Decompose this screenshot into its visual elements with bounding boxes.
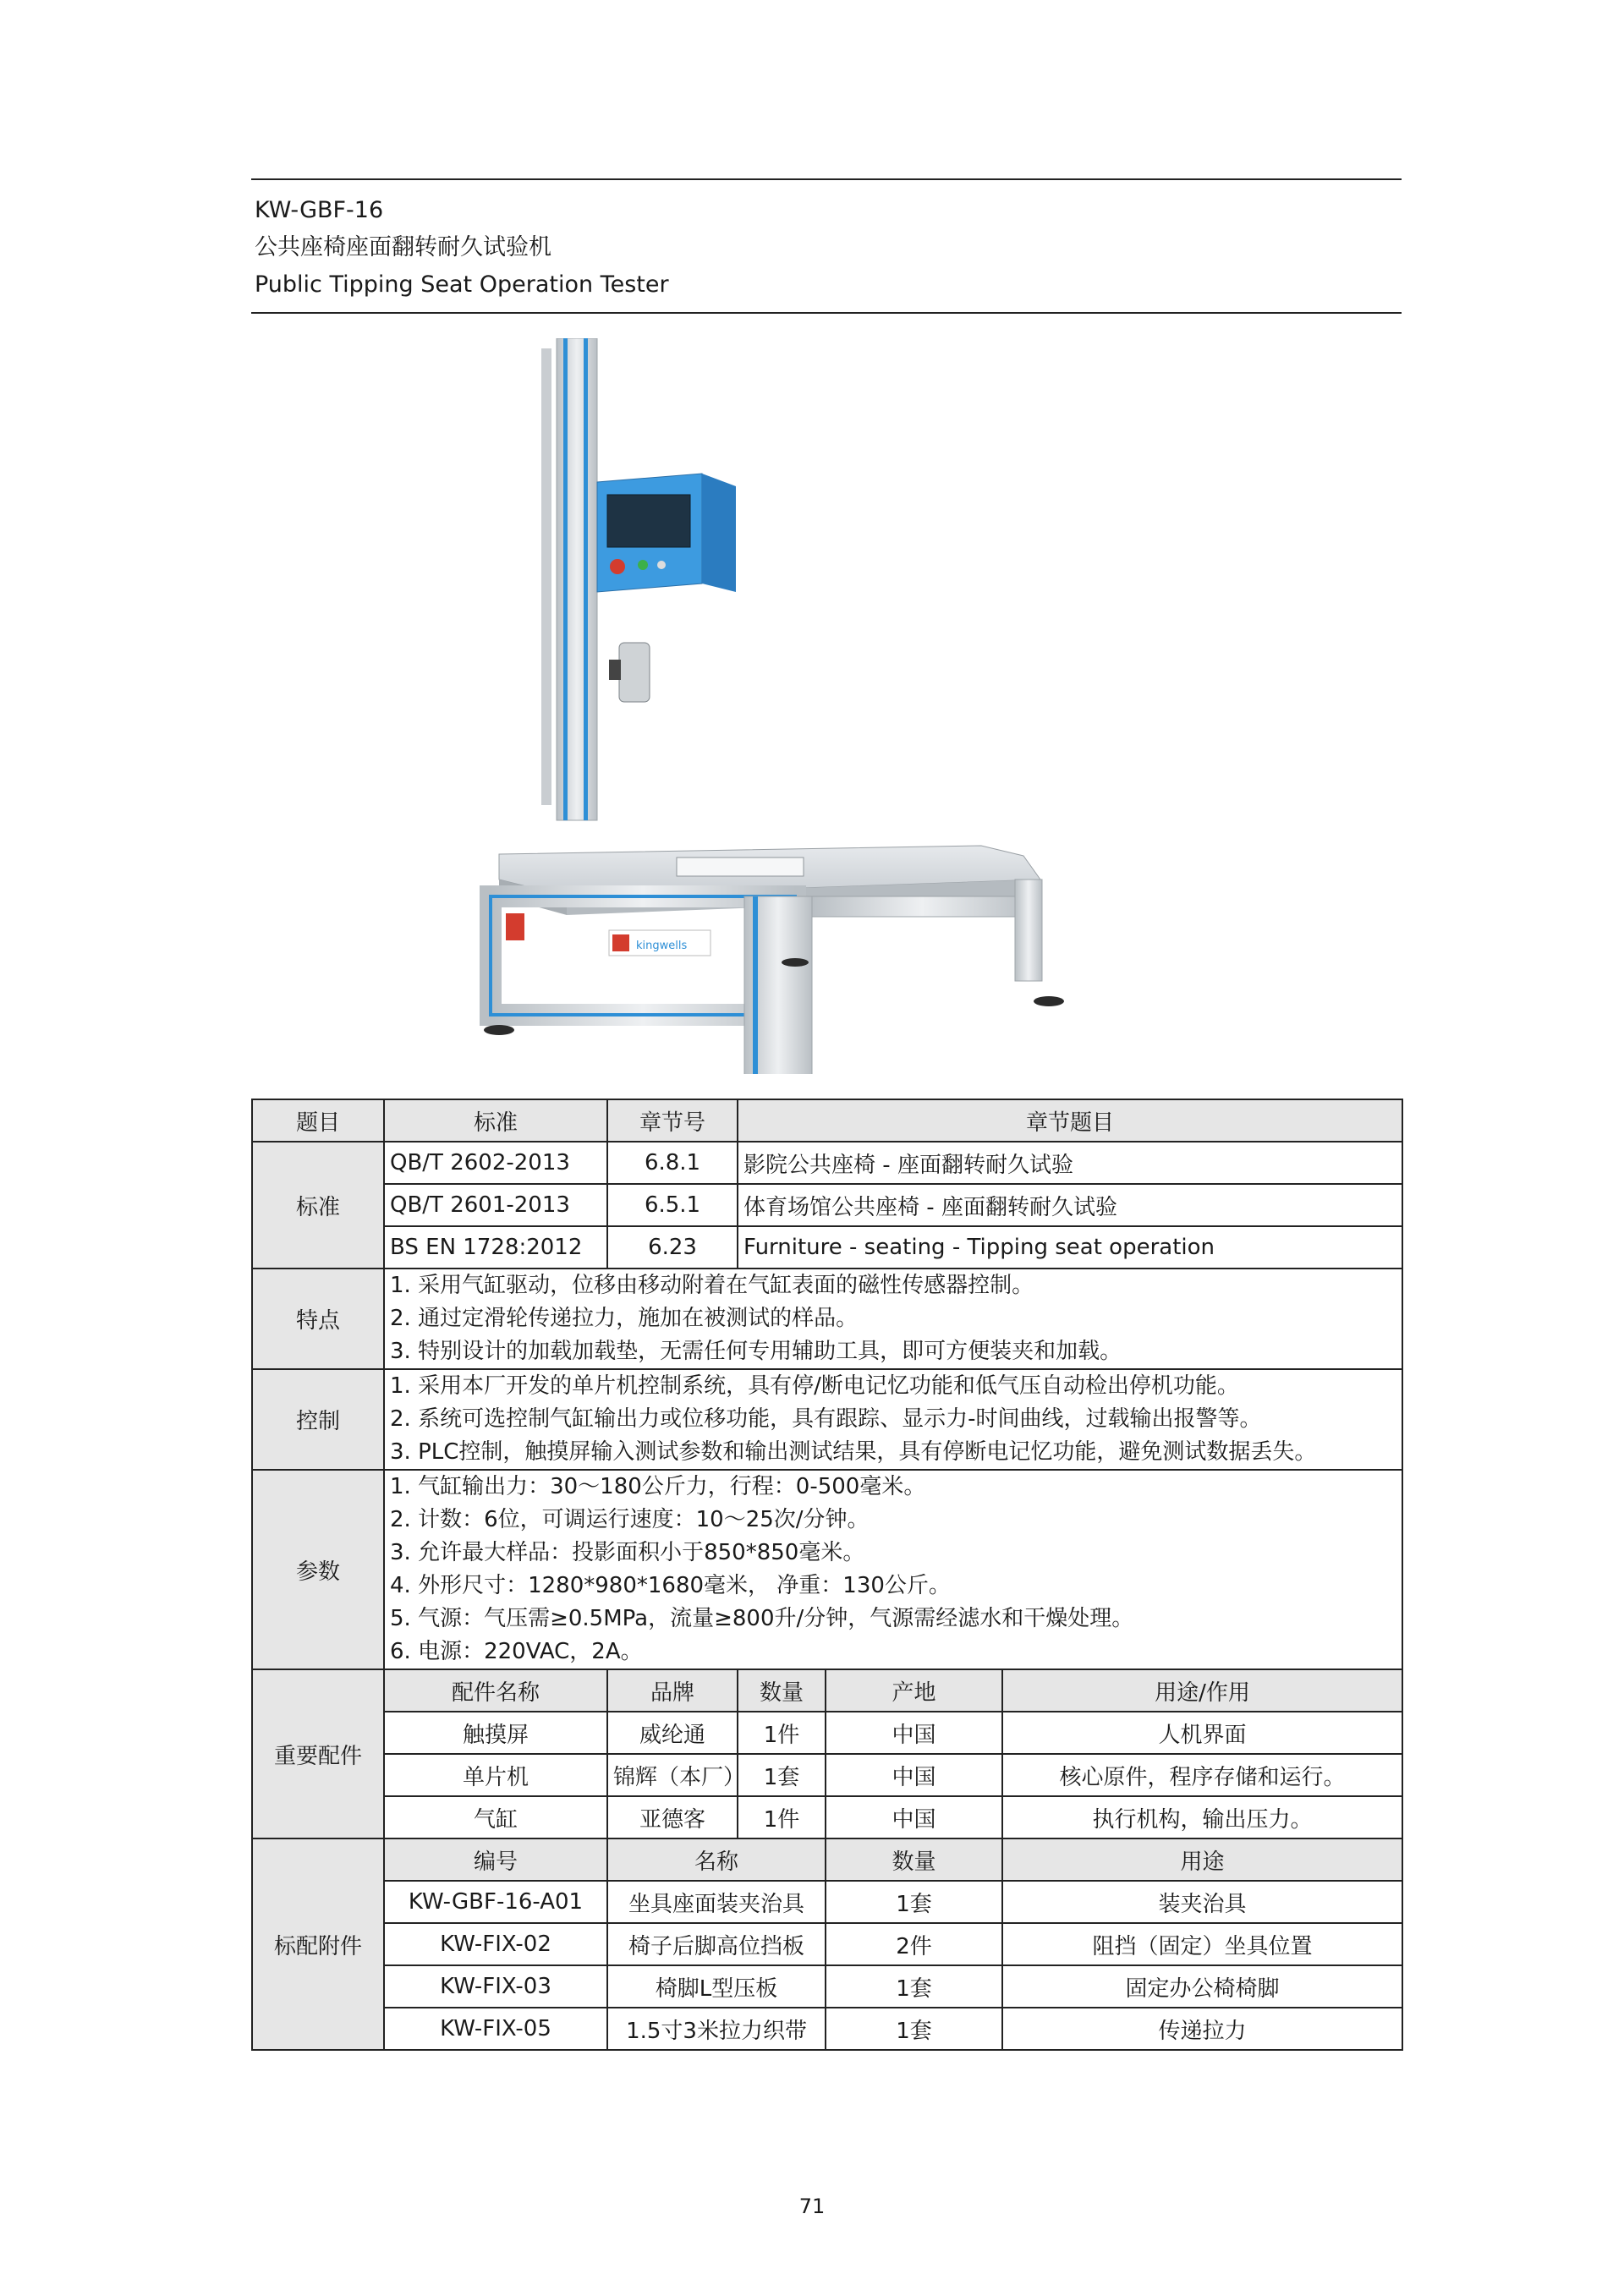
features-row (252, 1269, 1402, 1369)
accessory-code: KW-FIX-03 (384, 1965, 607, 2008)
part-qty: 1件 (738, 1712, 826, 1754)
foot-rear-left (782, 958, 809, 967)
part-qty: 1套 (738, 1754, 826, 1796)
parts-col-brand: 品牌 (607, 1669, 738, 1712)
accessory-purpose: 装夹治具 (1002, 1881, 1402, 1923)
part-origin: 中国 (826, 1796, 1002, 1838)
accessory-name: 椅子后脚高位挡板 (607, 1923, 826, 1965)
accessory-qty: 1套 (826, 1881, 1002, 1923)
control-row (252, 1369, 1402, 1470)
control-line: 2. 系统可选控制气缸输出力或位移功能，具有跟踪、显示力-时间曲线，过载输出报警等。 (390, 1406, 1262, 1432)
standard-code: QB/T 2602-2013 (384, 1142, 607, 1184)
header-clause-title: 章节题目 (738, 1099, 1402, 1142)
accessory-purpose: 阻挡（固定）坐具位置 (1002, 1923, 1402, 1965)
clause-number: 6.8.1 (607, 1142, 738, 1184)
clause-number: 6.5.1 (607, 1184, 738, 1226)
parts-col-qty: 数量 (738, 1669, 826, 1712)
table-header-row (252, 1099, 1402, 1142)
label-logo-icon (612, 934, 629, 951)
parts-row (252, 1712, 1402, 1754)
accessories-header-row (252, 1838, 1402, 1881)
tester-machine-illustration (440, 338, 1108, 1074)
header-standard: 标准 (384, 1099, 607, 1142)
switch-icon (657, 561, 666, 569)
accessory-name: 椅脚L型压板 (607, 1965, 826, 2008)
title-chinese: 公共座椅座面翻转耐久试验机 (255, 234, 551, 260)
parts-header-row (252, 1669, 1402, 1712)
standard-code: BS EN 1728:2012 (384, 1226, 607, 1269)
part-name: 单片机 (384, 1754, 607, 1796)
foot-front-left (484, 1025, 514, 1035)
param-line: 4. 外形尺寸：1280*980*1680毫米， 净重：130公斤。 (390, 1573, 951, 1598)
accessory-row (252, 1965, 1402, 2008)
parts-row (252, 1754, 1402, 1796)
clause-title: Furniture - seating - Tipping seat operation (738, 1226, 1402, 1269)
foot-rear-right (1034, 996, 1064, 1006)
param-line: 6. 电源：220VAC，2A。 (390, 1639, 643, 1664)
start-button-icon (638, 560, 648, 570)
category-params: 参数 (252, 1470, 384, 1669)
clause-title: 影院公共座椅 - 座面翻转耐久试验 (738, 1142, 1402, 1184)
air-filter-regulator (619, 643, 650, 702)
title-english: Public Tipping Seat Operation Tester (255, 271, 669, 298)
category-features: 特点 (252, 1269, 384, 1369)
params-text (384, 1470, 1402, 1669)
control-box-front (702, 474, 736, 592)
part-name: 气缸 (384, 1796, 607, 1838)
emergency-stop-icon (610, 559, 625, 574)
accessory-row (252, 2008, 1402, 2050)
part-origin: 中国 (826, 1712, 1002, 1754)
category-accessories: 标配附件 (252, 1838, 384, 2050)
part-origin: 中国 (826, 1754, 1002, 1796)
header-bottom-rule (251, 312, 1402, 314)
parts-col-name: 配件名称 (384, 1669, 607, 1712)
param-line: 2. 计数：6位，可调运行速度：10～25次/分钟。 (390, 1507, 870, 1532)
product-photo (440, 338, 1108, 1074)
standard-row (252, 1226, 1402, 1269)
param-line: 5. 气源：气压需≥0.5MPa，流量≥800升/分钟，气源需经滤水和干燥处理。 (390, 1606, 1134, 1631)
accessory-name: 1.5寸3米拉力织带 (607, 2008, 826, 2050)
feature-line: 2. 通过定滑轮传递拉力，施加在被测试的样品。 (390, 1306, 859, 1331)
part-qty: 1件 (738, 1796, 826, 1838)
rear-post (1015, 879, 1042, 981)
part-purpose: 人机界面 (1002, 1712, 1402, 1754)
column-blue-trim-2 (584, 338, 588, 820)
acc-col-code: 编号 (384, 1838, 607, 1881)
cylinder-rod (541, 348, 551, 805)
accessory-code: KW-FIX-02 (384, 1923, 607, 1965)
acc-col-purpose: 用途 (1002, 1838, 1402, 1881)
brand-logo-icon (506, 913, 524, 940)
parts-row (252, 1796, 1402, 1838)
feature-line: 3. 特别设计的加载加载垫，无需任何专用辅助工具，即可方便装夹和加载。 (390, 1339, 1122, 1364)
param-line: 3. 允许最大样品：投影面积小于850*850毫米。 (390, 1540, 865, 1565)
control-line: 1. 采用本厂开发的单片机控制系统，具有停/断电记忆功能和低气压自动检出停机功能。 (390, 1373, 1239, 1399)
features-text (384, 1269, 1402, 1369)
touch-screen (607, 495, 690, 547)
accessory-code: KW-FIX-05 (384, 2008, 607, 2050)
accessory-name: 坐具座面装夹治具 (607, 1881, 826, 1923)
standard-row (252, 1142, 1402, 1184)
header-clause: 章节号 (607, 1099, 738, 1142)
standard-row (252, 1184, 1402, 1226)
part-purpose: 执行机构，输出压力。 (1002, 1796, 1402, 1838)
part-brand: 亚德客 (607, 1796, 738, 1838)
control-line: 3. PLC控制，触摸屏输入测试参数和输出测试结果，具有停断电记忆功能，避免测试数据丢失。 (390, 1439, 1317, 1465)
parts-col-purpose: 用途/作用 (1002, 1669, 1402, 1712)
acc-col-name: 名称 (607, 1838, 826, 1881)
accessory-row (252, 1923, 1402, 1965)
vertical-column (557, 338, 597, 820)
corner-blue-trim (753, 896, 758, 1074)
accessory-qty: 2件 (826, 1923, 1002, 1965)
accessory-purpose: 传递拉力 (1002, 2008, 1402, 2050)
clause-title: 体育场馆公共座椅 - 座面翻转耐久试验 (738, 1184, 1402, 1226)
parts-col-origin: 产地 (826, 1669, 1002, 1712)
header-text (251, 180, 1402, 312)
part-brand: 锦辉（本厂） (607, 1754, 738, 1796)
accessory-code: KW-GBF-16-A01 (384, 1881, 607, 1923)
brand-logo-text: kingwells (636, 940, 688, 952)
part-brand: 威纶通 (607, 1712, 738, 1754)
column-blue-trim (563, 338, 568, 820)
spec-table (251, 1099, 1403, 2051)
clause-number: 6.23 (607, 1226, 738, 1269)
air-valve (609, 660, 621, 680)
param-line: 1. 气缸输出力：30～180公斤力，行程：0-500毫米。 (390, 1474, 926, 1499)
accessory-qty: 1套 (826, 2008, 1002, 2050)
document-header (251, 178, 1402, 314)
part-purpose: 核心原件，程序存储和运行。 (1002, 1754, 1402, 1796)
category-standards: 标准 (252, 1142, 384, 1269)
standard-code: QB/T 2601-2013 (384, 1184, 607, 1226)
header-topic: 题目 (252, 1099, 384, 1142)
acc-col-qty: 数量 (826, 1838, 1002, 1881)
feature-line: 1. 采用气缸驱动，位移由移动附着在气缸表面的磁性传感器控制。 (390, 1273, 1034, 1298)
side-rail (812, 896, 1032, 917)
params-row (252, 1470, 1402, 1669)
model-number: KW-GBF-16 (255, 197, 384, 223)
category-key-parts: 重要配件 (252, 1669, 384, 1838)
control-text (384, 1369, 1402, 1470)
accessory-qty: 1套 (826, 1965, 1002, 2008)
table-opening (677, 858, 804, 876)
accessory-purpose: 固定办公椅椅脚 (1002, 1965, 1402, 2008)
category-control: 控制 (252, 1369, 384, 1470)
part-name: 触摸屏 (384, 1712, 607, 1754)
accessory-row (252, 1881, 1402, 1923)
page-number: 71 (798, 2195, 826, 2218)
